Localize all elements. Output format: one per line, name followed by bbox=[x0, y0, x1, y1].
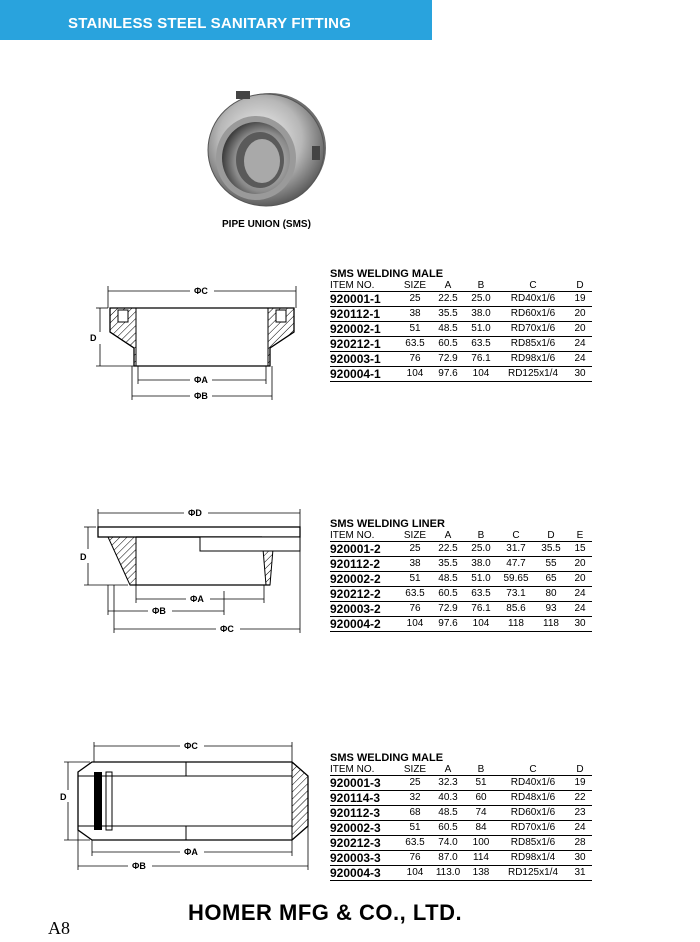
table-title: SMS WELDING MALE bbox=[330, 752, 444, 764]
table-cell: 48.5 bbox=[432, 322, 464, 337]
table-header-row bbox=[330, 531, 592, 542]
table-cell: RD40x1/6 bbox=[498, 776, 568, 791]
dim-label-d-top: ΦD bbox=[188, 508, 202, 518]
photo-caption: PIPE UNION (SMS) bbox=[222, 219, 311, 230]
table-cell: 60 bbox=[464, 791, 498, 806]
table-row bbox=[330, 617, 592, 632]
table-row bbox=[330, 776, 592, 791]
item-number: 920112-1 bbox=[330, 307, 398, 322]
welding-male-drawing-2 bbox=[56, 738, 312, 872]
table-cell: 74.0 bbox=[432, 836, 464, 851]
table-cell: 19 bbox=[568, 776, 592, 791]
table-cell: 38.0 bbox=[464, 307, 498, 322]
column-header: B bbox=[464, 281, 498, 292]
item-number: 920004-2 bbox=[330, 617, 398, 632]
table-header-row bbox=[330, 765, 592, 776]
table-cell: 51 bbox=[398, 572, 432, 587]
spec-table-welding-male-2 bbox=[330, 752, 592, 881]
spec-table bbox=[330, 765, 592, 881]
table-row bbox=[330, 542, 592, 557]
table-cell: 85.6 bbox=[498, 602, 534, 617]
table-cell: 22.5 bbox=[432, 542, 464, 557]
table-cell: 32.3 bbox=[432, 776, 464, 791]
table-cell: RD98x1/4 bbox=[498, 851, 568, 866]
page-title: STAINLESS STEEL SANITARY FITTING bbox=[68, 15, 352, 32]
table-cell: 51 bbox=[464, 776, 498, 791]
column-header: D bbox=[534, 531, 568, 542]
table-cell: RD85x1/6 bbox=[498, 337, 568, 352]
column-header: E bbox=[568, 531, 592, 542]
table-header-row bbox=[330, 281, 592, 292]
table-row bbox=[330, 557, 592, 572]
item-number: 920004-1 bbox=[330, 367, 398, 382]
table-cell: RD60x1/6 bbox=[498, 806, 568, 821]
table-cell: 76 bbox=[398, 851, 432, 866]
table-row bbox=[330, 851, 592, 866]
table-cell: 35.5 bbox=[432, 557, 464, 572]
table-row bbox=[330, 587, 592, 602]
table-cell: RD85x1/6 bbox=[498, 836, 568, 851]
table-cell: 51.0 bbox=[464, 322, 498, 337]
item-number: 920003-2 bbox=[330, 602, 398, 617]
table-cell: 104 bbox=[398, 367, 432, 382]
table-cell: 76 bbox=[398, 602, 432, 617]
table-cell: 25 bbox=[398, 542, 432, 557]
table-cell: 68 bbox=[398, 806, 432, 821]
table-cell: 24 bbox=[568, 337, 592, 352]
item-number: 920003-1 bbox=[330, 352, 398, 367]
table-cell: 80 bbox=[534, 587, 568, 602]
item-number: 920212-3 bbox=[330, 836, 398, 851]
table-cell: RD70x1/6 bbox=[498, 821, 568, 836]
dim-label-d: D bbox=[60, 792, 67, 802]
table-cell: 35.5 bbox=[534, 542, 568, 557]
table-cell: 38 bbox=[398, 557, 432, 572]
column-header: ITEM NO. bbox=[330, 281, 398, 292]
company-name: HOMER MFG & CO., LTD. bbox=[188, 900, 463, 925]
table-cell: RD98x1/6 bbox=[498, 352, 568, 367]
table-row bbox=[330, 337, 592, 352]
item-number: 920001-2 bbox=[330, 542, 398, 557]
table-cell: 15 bbox=[568, 542, 592, 557]
table-cell: 118 bbox=[498, 617, 534, 632]
table-cell: 87.0 bbox=[432, 851, 464, 866]
page-number: A8 bbox=[48, 918, 70, 938]
table-cell: 104 bbox=[398, 617, 432, 632]
table-cell: 74 bbox=[464, 806, 498, 821]
table-cell: 65 bbox=[534, 572, 568, 587]
table-cell: 28 bbox=[568, 836, 592, 851]
table-row bbox=[330, 292, 592, 307]
dim-label-a: ΦA bbox=[190, 594, 204, 604]
table-row bbox=[330, 791, 592, 806]
table-cell: 93 bbox=[534, 602, 568, 617]
dim-label-a: ΦA bbox=[184, 847, 198, 857]
table-cell: 76.1 bbox=[464, 602, 498, 617]
table-cell: 30 bbox=[568, 851, 592, 866]
table-cell: 59.65 bbox=[498, 572, 534, 587]
table-cell: 22.5 bbox=[432, 292, 464, 307]
table-cell: 63.5 bbox=[464, 587, 498, 602]
table-row bbox=[330, 307, 592, 322]
table-cell: 24 bbox=[568, 602, 592, 617]
table-cell: 114 bbox=[464, 851, 498, 866]
table-cell: 22 bbox=[568, 791, 592, 806]
table-cell: 72.9 bbox=[432, 602, 464, 617]
item-number: 920112-2 bbox=[330, 557, 398, 572]
item-number: 920112-3 bbox=[330, 806, 398, 821]
table-cell: 100 bbox=[464, 836, 498, 851]
table-cell: 51 bbox=[398, 322, 432, 337]
table-cell: 63.5 bbox=[398, 337, 432, 352]
table-row bbox=[330, 572, 592, 587]
column-header: ITEM NO. bbox=[330, 531, 398, 542]
table-cell: 20 bbox=[568, 322, 592, 337]
table-cell: 76.1 bbox=[464, 352, 498, 367]
table-row bbox=[330, 866, 592, 881]
table-cell: 31.7 bbox=[498, 542, 534, 557]
table-cell: 25 bbox=[398, 292, 432, 307]
item-number: 920212-1 bbox=[330, 337, 398, 352]
table-cell: 47.7 bbox=[498, 557, 534, 572]
table-cell: 104 bbox=[464, 617, 498, 632]
table-cell: 60.5 bbox=[432, 587, 464, 602]
column-header: SIZE bbox=[398, 765, 432, 776]
table-cell: 118 bbox=[534, 617, 568, 632]
table-cell: 20 bbox=[568, 572, 592, 587]
item-number: 920001-3 bbox=[330, 776, 398, 791]
item-number: 920003-3 bbox=[330, 851, 398, 866]
table-cell: RD125x1/4 bbox=[498, 367, 568, 382]
table-title: SMS WELDING LINER bbox=[330, 518, 445, 530]
table-cell: 72.9 bbox=[432, 352, 464, 367]
welding-liner-drawing bbox=[74, 505, 310, 635]
table-cell: 24 bbox=[568, 352, 592, 367]
column-header: A bbox=[432, 531, 464, 542]
dim-label-b: ΦB bbox=[194, 391, 208, 401]
column-header: C bbox=[498, 531, 534, 542]
table-cell: 20 bbox=[568, 307, 592, 322]
item-number: 920002-2 bbox=[330, 572, 398, 587]
column-header: D bbox=[568, 281, 592, 292]
table-cell: 60.5 bbox=[432, 337, 464, 352]
column-header: B bbox=[464, 765, 498, 776]
column-header: A bbox=[432, 281, 464, 292]
table-cell: 73.1 bbox=[498, 587, 534, 602]
column-header: B bbox=[464, 531, 498, 542]
table-cell: 25.0 bbox=[464, 292, 498, 307]
table-cell: RD125x1/4 bbox=[498, 866, 568, 881]
dim-label-c: ΦC bbox=[184, 741, 198, 751]
welding-male-drawing-1 bbox=[82, 280, 312, 410]
table-cell: 38.0 bbox=[464, 557, 498, 572]
table-cell: 32 bbox=[398, 791, 432, 806]
table-row bbox=[330, 352, 592, 367]
table-cell: 104 bbox=[398, 866, 432, 881]
table-cell: 104 bbox=[464, 367, 498, 382]
column-header: SIZE bbox=[398, 531, 432, 542]
dim-label-d: D bbox=[90, 333, 97, 343]
table-cell: 25.0 bbox=[464, 542, 498, 557]
table-cell: RD40x1/6 bbox=[498, 292, 568, 307]
table-row bbox=[330, 367, 592, 382]
table-cell: 40.3 bbox=[432, 791, 464, 806]
table-cell: 138 bbox=[464, 866, 498, 881]
table-cell: 113.0 bbox=[432, 866, 464, 881]
dim-label-d: D bbox=[80, 552, 87, 562]
table-row bbox=[330, 821, 592, 836]
table-cell: 63.5 bbox=[398, 587, 432, 602]
column-header: D bbox=[568, 765, 592, 776]
item-number: 920002-1 bbox=[330, 322, 398, 337]
dim-label-c: ΦC bbox=[220, 624, 234, 634]
table-cell: 20 bbox=[568, 557, 592, 572]
table-cell: 63.5 bbox=[464, 337, 498, 352]
table-cell: 76 bbox=[398, 352, 432, 367]
table-cell: 97.6 bbox=[432, 617, 464, 632]
item-number: 920002-3 bbox=[330, 821, 398, 836]
spec-table-welding-male-1 bbox=[330, 268, 592, 382]
table-cell: 31 bbox=[568, 866, 592, 881]
table-row bbox=[330, 806, 592, 821]
table-cell: 51.0 bbox=[464, 572, 498, 587]
column-header: C bbox=[498, 281, 568, 292]
table-row bbox=[330, 322, 592, 337]
table-cell: 23 bbox=[568, 806, 592, 821]
spec-table bbox=[330, 281, 592, 382]
table-row bbox=[330, 602, 592, 617]
table-row bbox=[330, 836, 592, 851]
dim-label-c: ΦC bbox=[194, 286, 208, 296]
table-cell: 48.5 bbox=[432, 572, 464, 587]
spec-table-welding-liner bbox=[330, 518, 592, 632]
column-header: SIZE bbox=[398, 281, 432, 292]
table-cell: 25 bbox=[398, 776, 432, 791]
table-cell: 30 bbox=[568, 367, 592, 382]
dim-label-b: ΦB bbox=[152, 606, 166, 616]
item-number: 920004-3 bbox=[330, 866, 398, 881]
item-number: 920114-3 bbox=[330, 791, 398, 806]
dim-label-b: ΦB bbox=[132, 861, 146, 871]
table-cell: 38 bbox=[398, 307, 432, 322]
table-cell: 51 bbox=[398, 821, 432, 836]
spec-table bbox=[330, 531, 592, 632]
column-header: C bbox=[498, 765, 568, 776]
table-title: SMS WELDING MALE bbox=[330, 268, 444, 280]
table-cell: 55 bbox=[534, 557, 568, 572]
table-cell: 19 bbox=[568, 292, 592, 307]
item-number: 920212-2 bbox=[330, 587, 398, 602]
table-cell: 24 bbox=[568, 587, 592, 602]
table-cell: 97.6 bbox=[432, 367, 464, 382]
column-header: A bbox=[432, 765, 464, 776]
table-cell: 60.5 bbox=[432, 821, 464, 836]
table-cell: RD60x1/6 bbox=[498, 307, 568, 322]
table-cell: RD48x1/6 bbox=[498, 791, 568, 806]
table-cell: 48.5 bbox=[432, 806, 464, 821]
dim-label-a: ΦA bbox=[194, 375, 208, 385]
item-number: 920001-1 bbox=[330, 292, 398, 307]
pipe-union-photo bbox=[196, 88, 336, 216]
table-cell: 30 bbox=[568, 617, 592, 632]
table-cell: RD70x1/6 bbox=[498, 322, 568, 337]
table-cell: 63.5 bbox=[398, 836, 432, 851]
table-cell: 24 bbox=[568, 821, 592, 836]
column-header: ITEM NO. bbox=[330, 765, 398, 776]
table-cell: 35.5 bbox=[432, 307, 464, 322]
table-cell: 84 bbox=[464, 821, 498, 836]
